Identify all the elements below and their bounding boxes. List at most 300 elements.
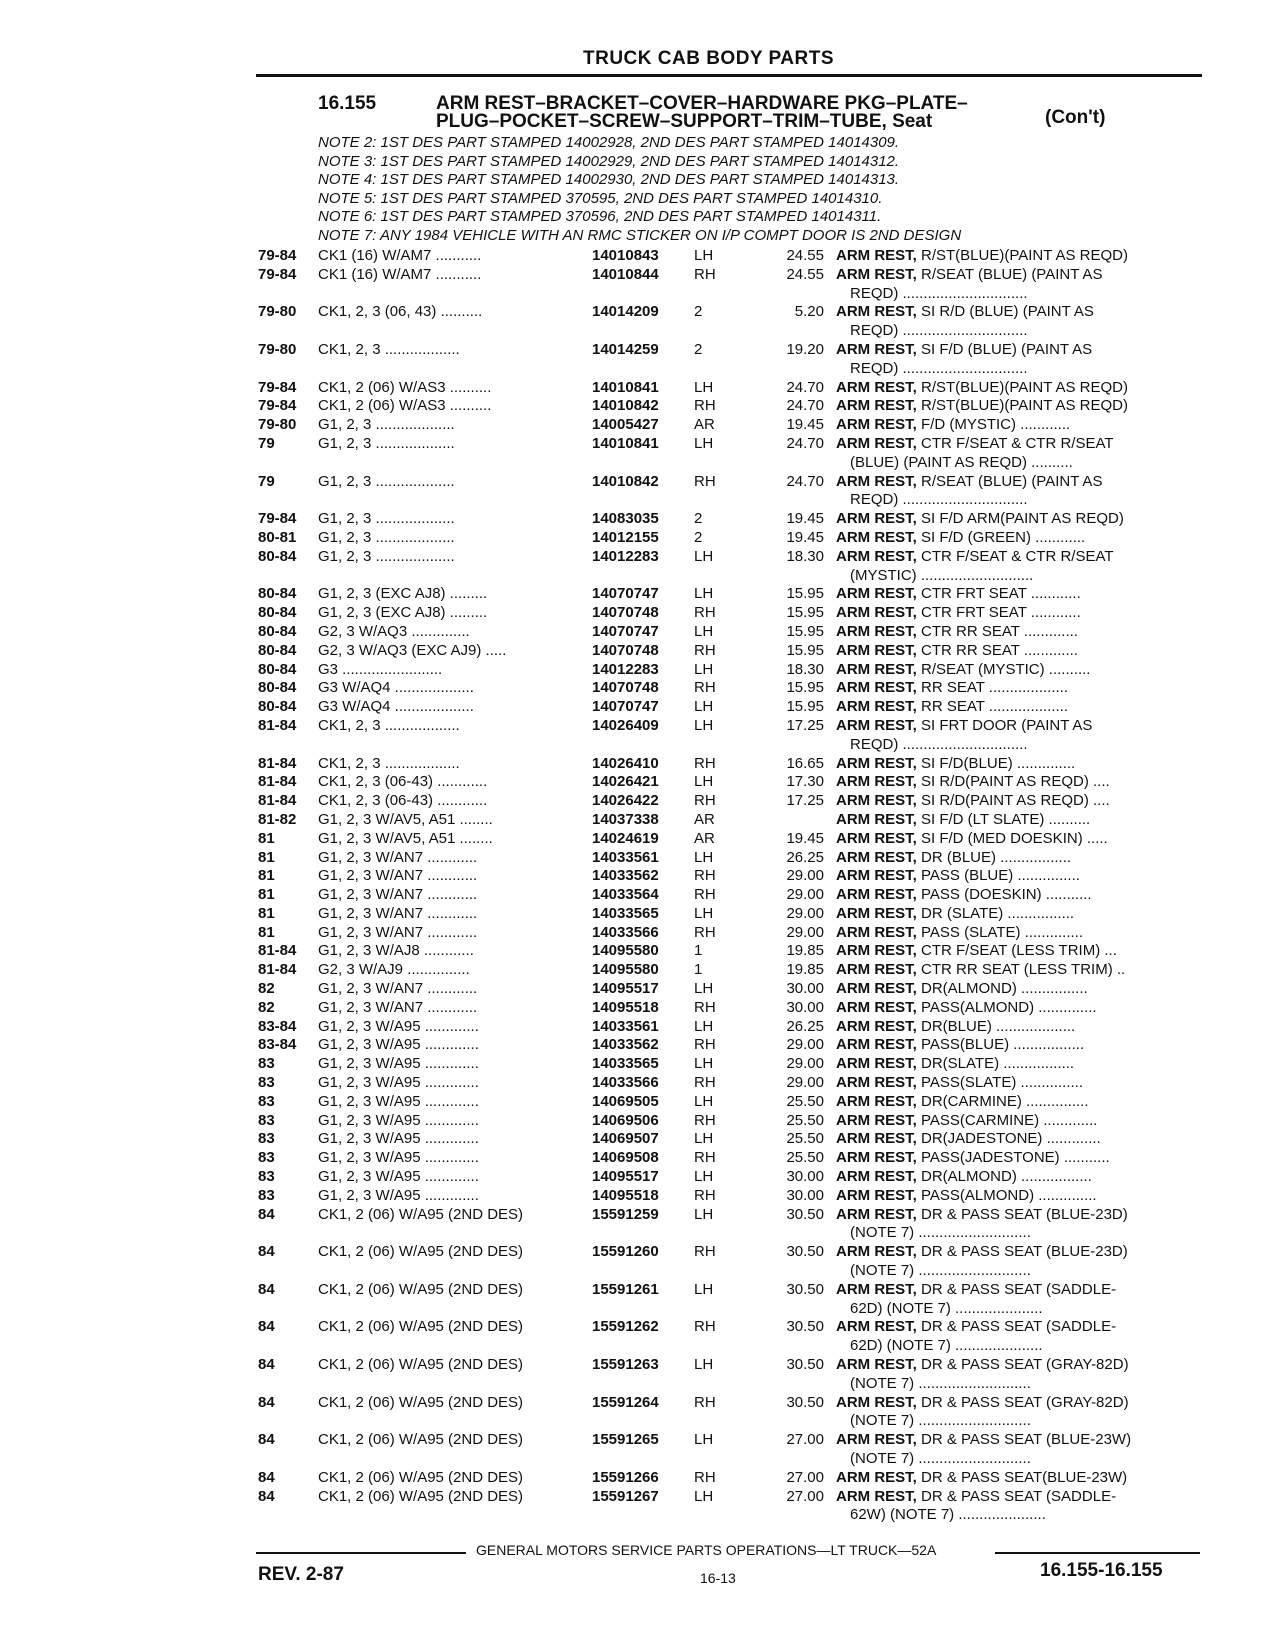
quantity-side: RH: [694, 679, 716, 697]
price: 26.25: [786, 1017, 824, 1035]
model-applicability: CK1, 2 (06) W/AS3 ..........: [318, 397, 492, 415]
price: 5.20: [794, 303, 824, 321]
part-name: ARM REST,: [836, 754, 917, 772]
part-name: ARM REST,: [836, 434, 917, 452]
part-name: ARM REST,: [836, 679, 917, 697]
model-applicability: G1, 2, 3 W/A95 .............: [318, 1017, 479, 1035]
part-description: [836, 755, 1198, 774]
note-line: NOTE 3: 1ST DES PART STAMPED 14002929, 2ND DES PART STAMPED 14014312.: [318, 152, 900, 170]
model-applicability: CK1, 2 (06) W/A95 (2ND DES): [318, 1393, 524, 1411]
part-name: ARM REST,: [836, 472, 917, 490]
year-range: 82: [258, 980, 275, 998]
part-detail: SI FRT DOOR (PAINT AS: [916, 716, 1093, 734]
part-name: ARM REST,: [836, 585, 917, 603]
part-detail: DR & PASS SEAT (SADDLE-: [916, 1318, 1117, 1336]
part-row: [258, 548, 1204, 586]
price: 25.50: [786, 1092, 824, 1110]
part-detail-continued: 62W) (NOTE 7) .....................: [850, 1506, 1046, 1524]
part-detail: R/SEAT (BLUE) (PAINT AS: [916, 472, 1103, 490]
part-number: 14024619: [592, 829, 659, 847]
part-number: 14033564: [592, 886, 659, 904]
part-name: ARM REST,: [836, 1186, 917, 1204]
model-applicability: CK1, 2 (06) W/A95 (2ND DES): [318, 1487, 524, 1505]
note-line: NOTE 5: 1ST DES PART STAMPED 370595, 2ND DES PART STAMPED 14014310.: [318, 189, 883, 207]
quantity-side: LH: [694, 1168, 714, 1186]
part-number: 15591266: [592, 1468, 659, 1486]
page-title: TRUCK CAB BODY PARTS: [583, 48, 835, 69]
price: 25.50: [786, 1111, 824, 1129]
part-name: ARM REST,: [836, 886, 917, 904]
part-detail-continued: REQD) ..............................: [850, 322, 1028, 340]
price: 29.00: [786, 867, 824, 885]
part-detail: PASS(BLUE) .................: [916, 1036, 1085, 1054]
part-description: [836, 435, 1198, 473]
price: 19.85: [786, 942, 824, 960]
model-applicability: G1, 2, 3 W/A95 .............: [318, 1168, 479, 1186]
quantity-side: LH: [694, 1356, 714, 1374]
part-row: [258, 1469, 1204, 1488]
quantity-side: RH: [694, 1243, 716, 1261]
price: 19.85: [786, 961, 824, 979]
model-applicability: G1, 2, 3 ...................: [318, 528, 455, 546]
part-number: 14012155: [592, 528, 659, 546]
quantity-side: RH: [694, 1036, 716, 1054]
year-range: 80-84: [258, 604, 297, 622]
price: 24.70: [786, 472, 824, 490]
part-row: [258, 924, 1204, 943]
part-name: ARM REST,: [836, 303, 917, 321]
price: 18.30: [786, 547, 824, 565]
part-row: [258, 1243, 1204, 1281]
price: 15.95: [786, 604, 824, 622]
year-range: 80-84: [258, 641, 297, 659]
model-applicability: G1, 2, 3 (EXC AJ8) .........: [318, 604, 488, 622]
part-detail: RR SEAT ...................: [916, 698, 1068, 716]
year-range: 84: [258, 1393, 275, 1411]
part-detail: DR & PASS SEAT (SADDLE-: [916, 1487, 1117, 1505]
part-row: [258, 905, 1204, 924]
part-row: [258, 1394, 1204, 1432]
model-applicability: G2, 3 W/AQ3 ..............: [318, 622, 470, 640]
part-description: [836, 266, 1198, 304]
part-detail: DR & PASS SEAT (BLUE-23D): [916, 1243, 1128, 1261]
price: 15.95: [786, 698, 824, 716]
part-description: [836, 303, 1198, 341]
year-range: 81-84: [258, 773, 297, 791]
part-description: [836, 397, 1198, 416]
section-continued: (Con't): [1045, 107, 1106, 128]
part-detail-continued: (NOTE 7) ...........................: [850, 1450, 1031, 1467]
part-description: [836, 1206, 1198, 1244]
model-applicability: CK1, 2, 3 ..................: [318, 716, 460, 734]
part-number: 15591267: [592, 1487, 659, 1505]
year-range: 79-84: [258, 510, 297, 528]
revision-label: REV. 2-87: [258, 1564, 344, 1585]
part-number: 14012283: [592, 660, 659, 678]
quantity-side: LH: [694, 1055, 714, 1073]
part-detail: SI F/D (MED DOESKIN) .....: [916, 829, 1108, 847]
quantity-side: LH: [694, 716, 714, 734]
year-range: 79-84: [258, 378, 297, 396]
price: 30.50: [786, 1318, 824, 1336]
part-row: [258, 1206, 1204, 1244]
year-range: 79: [258, 434, 275, 452]
part-detail: SI R/D(PAINT AS REQD) ....: [916, 773, 1110, 791]
price: 15.95: [786, 622, 824, 640]
price: 24.70: [786, 378, 824, 396]
year-range: 84: [258, 1318, 275, 1336]
year-range: 81: [258, 848, 275, 866]
quantity-side: LH: [694, 622, 714, 640]
price: 27.00: [786, 1468, 824, 1486]
quantity-side: LH: [694, 904, 714, 922]
part-number: 14033561: [592, 848, 659, 866]
part-detail: PASS(JADESTONE) ...........: [916, 1149, 1110, 1167]
part-name: ARM REST,: [836, 510, 917, 528]
price: 30.50: [786, 1280, 824, 1298]
year-range: 83-84: [258, 1036, 297, 1054]
price: 29.00: [786, 1074, 824, 1092]
part-description: [836, 1469, 1198, 1488]
note-line: NOTE 7: ANY 1984 VEHICLE WITH AN RMC STICKER ON I/P COMPT DOOR IS 2ND DESIGN: [318, 226, 962, 244]
quantity-side: RH: [694, 472, 716, 490]
part-description: [836, 942, 1198, 961]
quantity-side: 2: [694, 303, 703, 321]
part-description: [836, 1112, 1198, 1131]
part-number: 14069505: [592, 1092, 659, 1110]
part-name: ARM REST,: [836, 265, 917, 283]
part-detail: R/ST(BLUE)(PAINT AS REQD): [916, 247, 1128, 264]
part-row: [258, 247, 1204, 266]
header-rule: [256, 74, 1202, 77]
note-line: NOTE 6: 1ST DES PART STAMPED 370596, 2ND DES PART STAMPED 14014311.: [318, 208, 882, 225]
note-line: NOTE 4: 1ST DES PART STAMPED 14002930, 2ND DES PART STAMPED 14014313.: [318, 171, 900, 188]
part-name: ARM REST,: [836, 340, 917, 358]
quantity-side: AR: [694, 416, 715, 434]
part-description: [836, 1036, 1198, 1055]
note-line: NOTE 2: 1ST DES PART STAMPED 14002928, 2ND DES PART STAMPED 14014309.: [318, 134, 900, 151]
part-detail: PASS (DOESKIN) ...........: [916, 886, 1092, 904]
part-name: ARM REST,: [836, 416, 917, 434]
quantity-side: LH: [694, 434, 714, 452]
quantity-side: LH: [694, 1092, 714, 1110]
part-detail-continued: (NOTE 7) ...........................: [850, 1412, 1031, 1430]
part-detail: DR (BLUE) .................: [916, 848, 1072, 866]
part-row: [258, 679, 1204, 698]
part-detail-continued: REQD) ..............................: [850, 735, 1028, 753]
part-number: 14010841: [592, 378, 659, 396]
model-applicability: G1, 2, 3 W/AN7 ............: [318, 886, 478, 904]
part-name: ARM REST,: [836, 923, 917, 941]
part-number: 14033566: [592, 923, 659, 941]
part-number: 14037338: [592, 810, 659, 828]
year-range: 81: [258, 829, 275, 847]
part-detail: SI F/D(BLUE) ..............: [916, 754, 1076, 772]
part-detail-continued: (BLUE) (PAINT AS REQD) ..........: [850, 453, 1073, 471]
model-applicability: CK1, 2 (06) W/AS3 ..........: [318, 378, 492, 396]
part-detail: DR & PASS SEAT (SADDLE-: [916, 1280, 1117, 1298]
part-number: 14033562: [592, 1036, 659, 1054]
part-description: [836, 604, 1198, 623]
part-number: 15591262: [592, 1318, 659, 1336]
price: 29.00: [786, 904, 824, 922]
part-description: [836, 905, 1198, 924]
price: 25.50: [786, 1130, 824, 1148]
part-row: [258, 755, 1204, 774]
part-name: ARM REST,: [836, 867, 917, 885]
part-detail: R/ST(BLUE)(PAINT AS REQD): [916, 397, 1128, 415]
part-detail: SI F/D (LT SLATE) ..........: [916, 810, 1091, 828]
part-name: ARM REST,: [836, 397, 917, 415]
part-row: [258, 266, 1204, 304]
part-number: 14026409: [592, 716, 659, 734]
model-applicability: CK1, 2, 3 (06, 43) ..........: [318, 303, 483, 321]
part-detail: DR(JADESTONE) .............: [916, 1130, 1101, 1148]
part-detail: DR(CARMINE) ...............: [916, 1092, 1089, 1110]
part-name: ARM REST,: [836, 604, 917, 622]
part-description: [836, 961, 1198, 980]
model-applicability: G1, 2, 3 W/AV5, A51 ........: [318, 810, 493, 828]
year-range: 83: [258, 1168, 275, 1186]
quantity-side: RH: [694, 867, 716, 885]
part-detail-continued: (NOTE 7) ...........................: [850, 1224, 1031, 1242]
model-applicability: G1, 2, 3 ...................: [318, 472, 455, 490]
part-detail: PASS(ALMOND) ..............: [916, 1186, 1097, 1204]
part-row: [258, 661, 1204, 680]
model-applicability: G1, 2, 3 W/A95 .............: [318, 1111, 479, 1129]
part-description: [836, 1431, 1198, 1469]
model-applicability: CK1, 2 (06) W/A95 (2ND DES): [318, 1356, 524, 1374]
part-row: [258, 341, 1204, 379]
part-row: [258, 435, 1204, 473]
part-row: [258, 1431, 1204, 1469]
price: 19.45: [786, 510, 824, 528]
model-applicability: G1, 2, 3 W/A95 .............: [318, 1149, 479, 1167]
price: 29.00: [786, 886, 824, 904]
part-name: ARM REST,: [836, 848, 917, 866]
part-row: [258, 886, 1204, 905]
part-number: 14033565: [592, 1055, 659, 1073]
part-description: [836, 247, 1198, 266]
year-range: 81: [258, 867, 275, 885]
part-number: 14069508: [592, 1149, 659, 1167]
part-number: 14012283: [592, 547, 659, 565]
price: 26.25: [786, 848, 824, 866]
part-number: 14095518: [592, 998, 659, 1016]
part-detail: CTR RR SEAT .............: [916, 622, 1078, 640]
part-detail: PASS (BLUE) ...............: [916, 867, 1080, 885]
model-applicability: G3 ........................: [318, 660, 443, 678]
year-range: 81-82: [258, 810, 297, 828]
part-description: [836, 1243, 1198, 1281]
part-description: [836, 1018, 1198, 1037]
price: 19.45: [786, 528, 824, 546]
part-row: [258, 792, 1204, 811]
year-range: 79-84: [258, 247, 297, 264]
price: 19.45: [786, 829, 824, 847]
part-description: [836, 999, 1198, 1018]
part-detail-continued: REQD) ..............................: [850, 359, 1028, 377]
part-number: 14026410: [592, 754, 659, 772]
part-row: [258, 1074, 1204, 1093]
part-number: 15591265: [592, 1431, 659, 1449]
year-range: 81: [258, 923, 275, 941]
part-description: [836, 867, 1198, 886]
price: 24.70: [786, 434, 824, 452]
quantity-side: LH: [694, 547, 714, 565]
part-number: 15591259: [592, 1205, 659, 1223]
part-number: 14069506: [592, 1111, 659, 1129]
part-name: ARM REST,: [836, 1431, 917, 1449]
year-range: 80-81: [258, 528, 297, 546]
part-name: ARM REST,: [836, 1243, 917, 1261]
price: 19.20: [786, 340, 824, 358]
part-name: ARM REST,: [836, 904, 917, 922]
model-applicability: CK1, 2, 3 ..................: [318, 340, 460, 358]
part-number: 14010844: [592, 265, 659, 283]
part-row: [258, 1318, 1204, 1356]
part-row: [258, 1112, 1204, 1131]
model-applicability: CK1, 2 (06) W/A95 (2ND DES): [318, 1468, 524, 1486]
part-row: [258, 961, 1204, 980]
quantity-side: RH: [694, 998, 716, 1016]
quantity-side: RH: [694, 1393, 716, 1411]
quantity-side: LH: [694, 1205, 714, 1223]
model-applicability: G1, 2, 3 W/A95 .............: [318, 1036, 479, 1054]
year-range: 83: [258, 1111, 275, 1129]
model-applicability: G1, 2, 3 W/A95 .............: [318, 1130, 479, 1148]
part-number: 14095518: [592, 1186, 659, 1204]
part-description: [836, 1149, 1198, 1168]
part-number: 14070747: [592, 698, 659, 716]
part-name: ARM REST,: [836, 1017, 917, 1035]
part-name: ARM REST,: [836, 641, 917, 659]
price: 24.55: [786, 265, 824, 283]
part-detail: SI R/D (BLUE) (PAINT AS: [916, 303, 1094, 321]
price: 27.00: [786, 1487, 824, 1505]
part-row: [258, 830, 1204, 849]
part-name: ARM REST,: [836, 1055, 917, 1073]
price: 30.00: [786, 980, 824, 998]
model-applicability: G1, 2, 3 W/A95 .............: [318, 1074, 479, 1092]
part-row: [258, 717, 1204, 755]
quantity-side: LH: [694, 980, 714, 998]
part-detail: DR & PASS SEAT (BLUE-23W): [916, 1431, 1132, 1449]
year-range: 81-84: [258, 754, 297, 772]
quantity-side: 2: [694, 510, 703, 528]
year-range: 81-84: [258, 961, 297, 979]
part-description: [836, 341, 1198, 379]
part-description: [836, 623, 1198, 642]
part-name: ARM REST,: [836, 998, 917, 1016]
part-detail: PASS (SLATE) ..............: [916, 923, 1083, 941]
price: 17.30: [786, 773, 824, 791]
quantity-side: LH: [694, 1487, 714, 1505]
part-description: [836, 529, 1198, 548]
part-name: ARM REST,: [836, 1393, 917, 1411]
part-detail-continued: REQD) ..............................: [850, 491, 1028, 509]
part-number: 15591263: [592, 1356, 659, 1374]
quantity-side: RH: [694, 397, 716, 415]
year-range: 84: [258, 1468, 275, 1486]
year-range: 80-84: [258, 622, 297, 640]
part-row: [258, 1018, 1204, 1037]
part-name: ARM REST,: [836, 716, 917, 734]
model-applicability: CK1, 2 (06) W/A95 (2ND DES): [318, 1205, 524, 1223]
quantity-side: 2: [694, 340, 703, 358]
quantity-side: LH: [694, 247, 714, 264]
model-applicability: G1, 2, 3 W/A95 .............: [318, 1186, 479, 1204]
year-range: 83: [258, 1130, 275, 1148]
part-number: 14026422: [592, 792, 659, 810]
quantity-side: LH: [694, 1017, 714, 1035]
year-range: 80-84: [258, 698, 297, 716]
quantity-side: 1: [694, 961, 703, 979]
part-name: ARM REST,: [836, 1487, 917, 1505]
year-range: 84: [258, 1243, 275, 1261]
quantity-side: LH: [694, 773, 714, 791]
part-row: [258, 999, 1204, 1018]
model-applicability: G3 W/AQ4 ...................: [318, 679, 474, 697]
part-number: 14010843: [592, 247, 659, 264]
year-range: 79-84: [258, 397, 297, 415]
part-number: 14033562: [592, 867, 659, 885]
model-applicability: G2, 3 W/AJ9 ...............: [318, 961, 470, 979]
part-name: ARM REST,: [836, 1149, 917, 1167]
part-detail: DR & PASS SEAT (GRAY-82D): [916, 1356, 1129, 1374]
year-range: 79-80: [258, 340, 297, 358]
part-detail: DR & PASS SEAT(BLUE-23W): [916, 1468, 1128, 1486]
part-detail: SI F/D (BLUE) (PAINT AS: [916, 340, 1093, 358]
year-range: 79: [258, 472, 275, 490]
part-description: [836, 1168, 1198, 1187]
part-detail: PASS(CARMINE) .............: [916, 1111, 1098, 1129]
quantity-side: RH: [694, 1468, 716, 1486]
year-range: 79-84: [258, 265, 297, 283]
model-applicability: G1, 2, 3 ...................: [318, 434, 455, 452]
part-name: ARM REST,: [836, 1092, 917, 1110]
part-row: [258, 1036, 1204, 1055]
part-detail: CTR RR SEAT .............: [916, 641, 1078, 659]
model-applicability: G1, 2, 3 W/AN7 ............: [318, 904, 478, 922]
model-applicability: G1, 2, 3 ...................: [318, 510, 455, 528]
part-row: [258, 416, 1204, 435]
part-detail-continued: (NOTE 7) ...........................: [850, 1374, 1031, 1392]
model-applicability: G1, 2, 3 W/AN7 ............: [318, 848, 478, 866]
part-number: 14014259: [592, 340, 659, 358]
price: 29.00: [786, 1036, 824, 1054]
quantity-side: LH: [694, 1130, 714, 1148]
section-title-line1: ARM REST–BRACKET–COVER–HARDWARE PKG–PLATE–: [436, 93, 968, 114]
footer-publisher: GENERAL MOTORS SERVICE PARTS OPERATIONS—LT TRUCK—52A: [476, 1542, 937, 1558]
part-row: [258, 1130, 1204, 1149]
part-detail: SI F/D (GREEN) ............: [916, 528, 1086, 546]
part-detail: CTR FRT SEAT ............: [916, 604, 1081, 622]
part-name: ARM REST,: [836, 1356, 917, 1374]
quantity-side: RH: [694, 792, 716, 810]
part-number: 15591261: [592, 1280, 659, 1298]
part-row: [258, 867, 1204, 886]
part-number: 14026421: [592, 773, 659, 791]
quantity-side: RH: [694, 1111, 716, 1129]
year-range: 81-84: [258, 792, 297, 810]
part-number: 14010842: [592, 472, 659, 490]
model-applicability: G1, 2, 3 W/AV5, A51 ........: [318, 829, 493, 847]
price: 16.65: [786, 754, 824, 772]
price: 30.00: [786, 1168, 824, 1186]
year-range: 81: [258, 904, 275, 922]
part-name: ARM REST,: [836, 660, 917, 678]
